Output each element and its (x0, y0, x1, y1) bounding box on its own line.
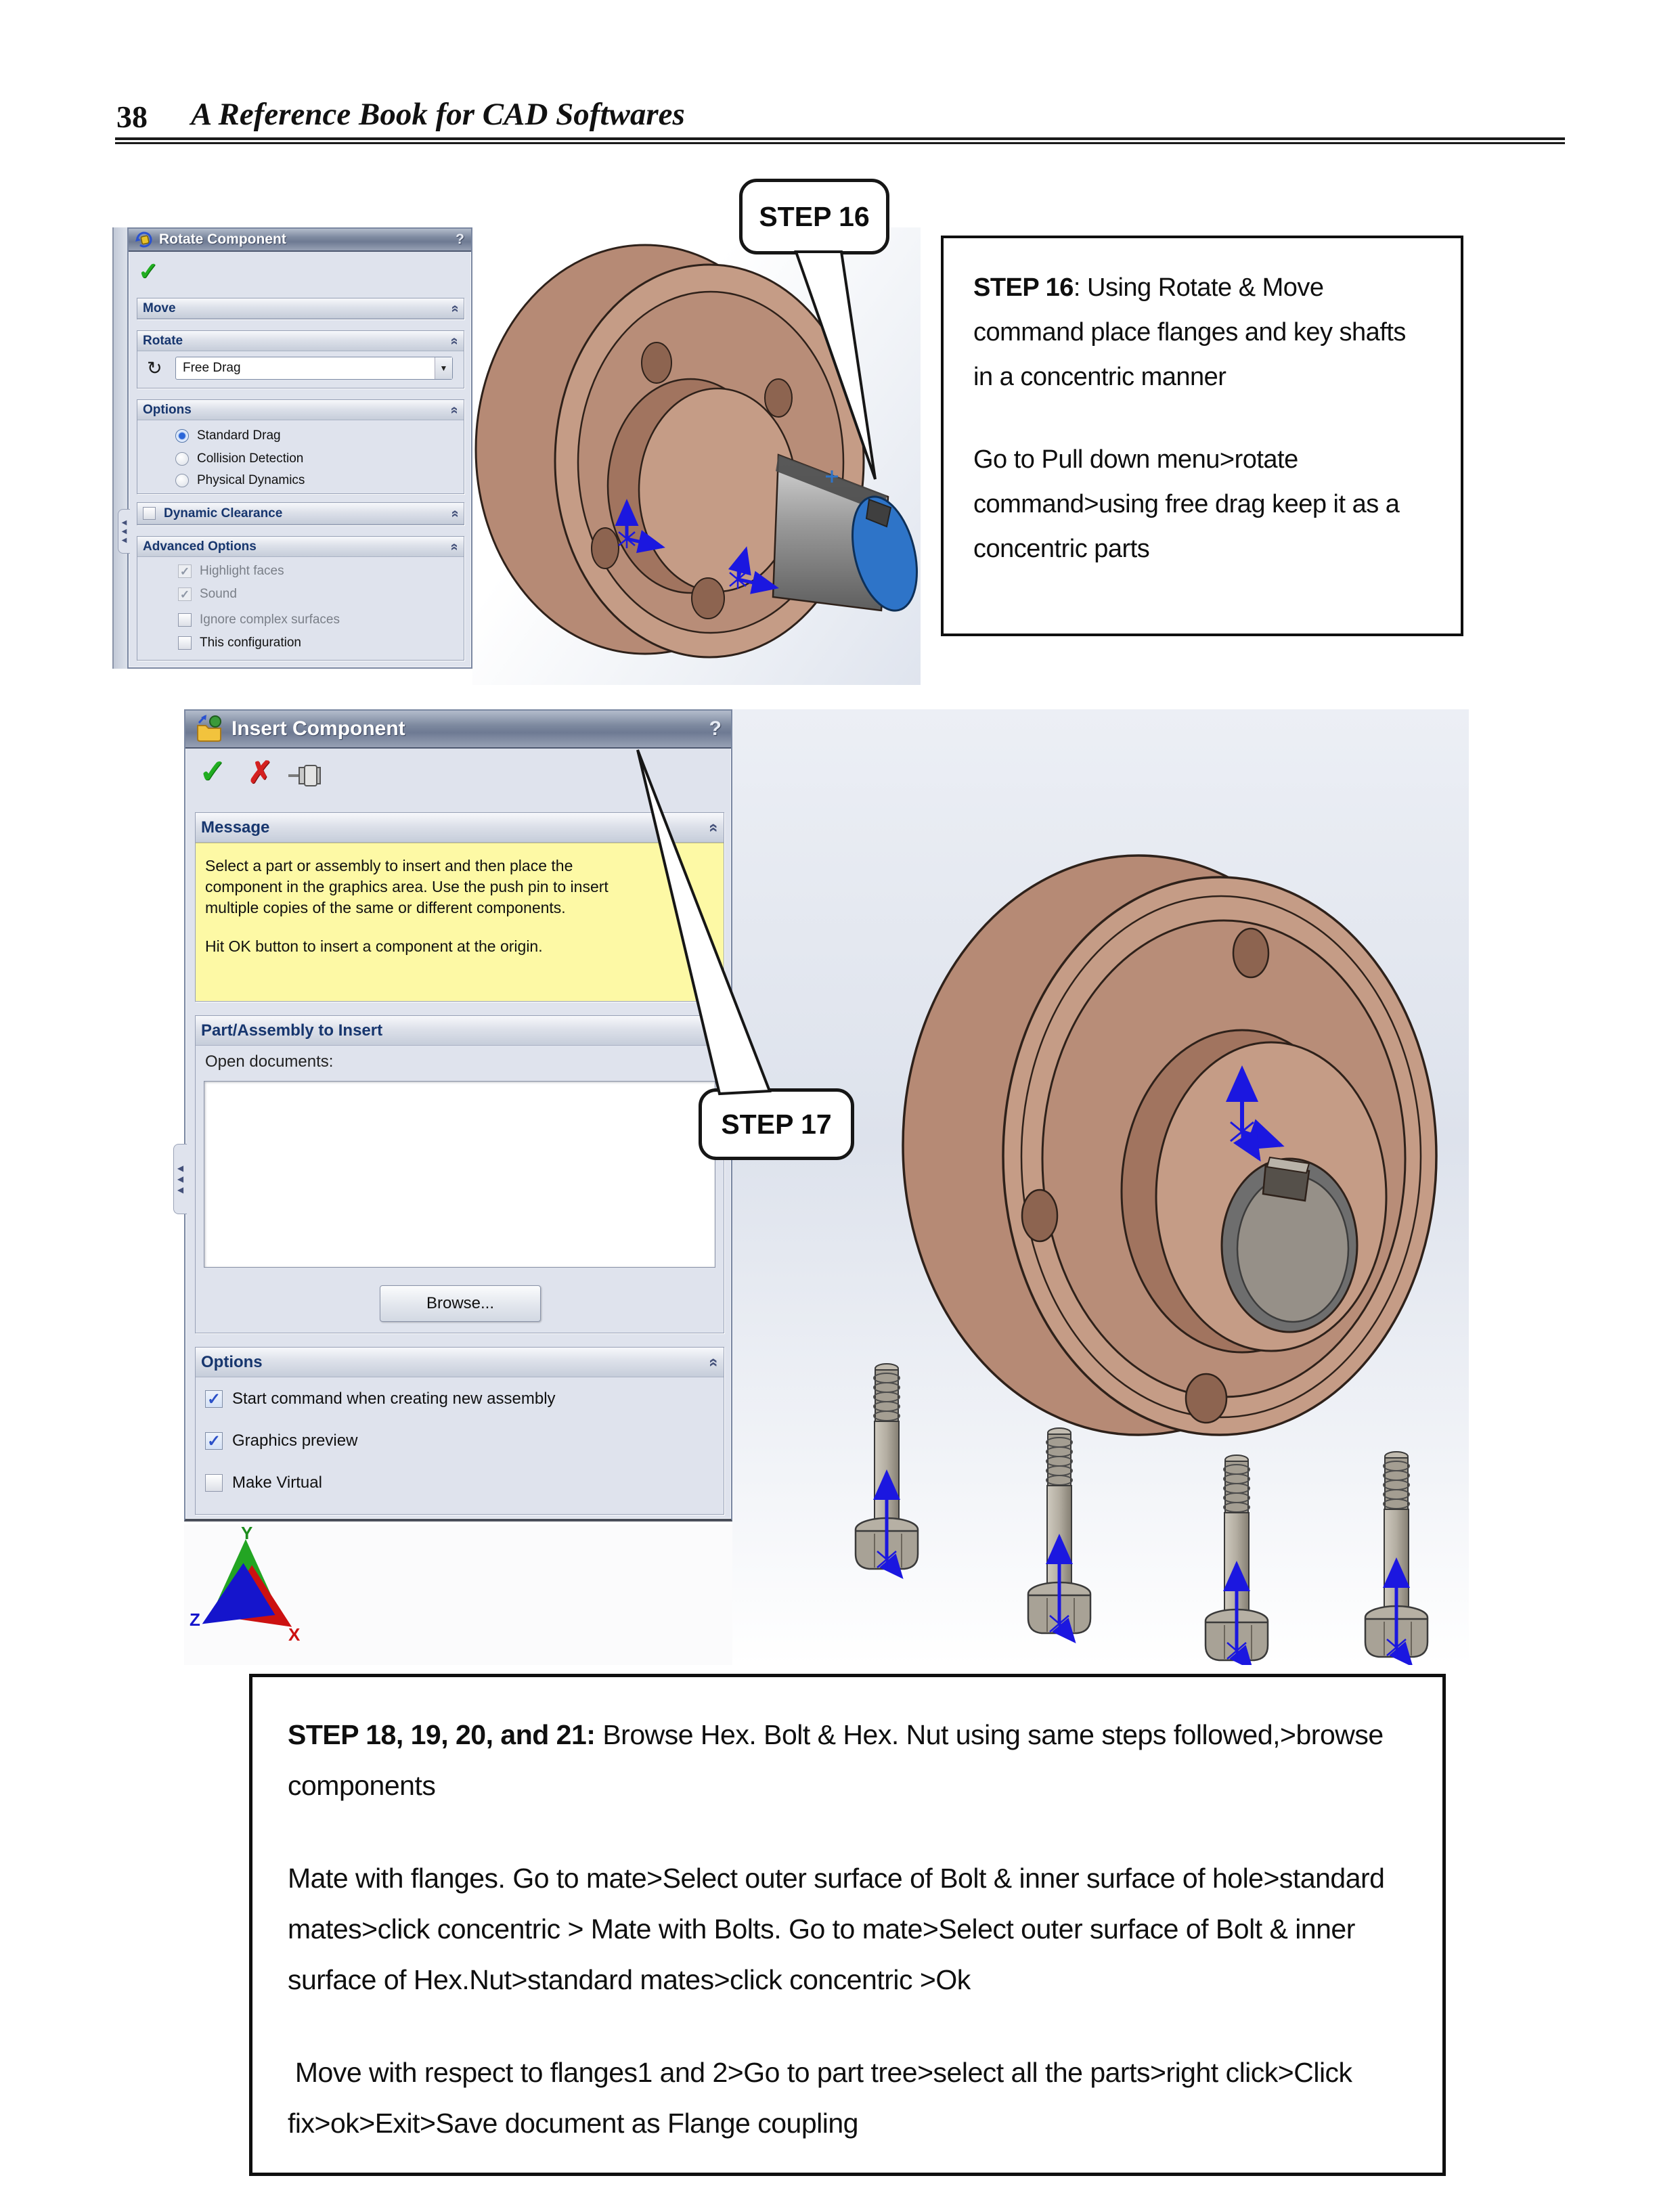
bolt-hole (692, 578, 724, 619)
x-axis-label: X (288, 1624, 301, 1645)
free-rotate-icon: ↻ (147, 358, 162, 378)
options-section-label: Options (143, 402, 192, 417)
check-sound[interactable]: ✓ Sound (178, 587, 237, 602)
advanced-options-label: Advanced Options (143, 539, 257, 554)
cancel-x-icon[interactable]: ✗ (248, 756, 273, 789)
rotate-panel-titlebar (129, 229, 471, 252)
splitter-arrow-icon: ◀ (177, 1185, 184, 1195)
chevron-down-icon[interactable]: » (447, 304, 462, 313)
check-make-virtual[interactable]: Make Virtual (205, 1473, 322, 1492)
rotate-section (137, 330, 464, 388)
step16-callout-tail (731, 175, 948, 486)
help-icon[interactable]: ? (456, 231, 464, 247)
step17-callout-tail (609, 734, 799, 1113)
check-highlight-faces[interactable]: ✓ Highlight faces (178, 564, 284, 579)
panel-splitter-handle[interactable] (118, 509, 130, 554)
step16-note-text2: Go to Pull down menu>rotate command>using free drag keep it as a concentric parts (973, 445, 1400, 563)
dynamic-clearance-label: Dynamic Clearance (164, 506, 283, 520)
splitter-arrow-icon: ◀ (121, 536, 127, 544)
hex-bolt (856, 1364, 918, 1577)
check-graphics-preview[interactable]: ✓ Graphics preview (205, 1431, 357, 1450)
open-documents-label: Open documents: (205, 1052, 334, 1071)
chevron-up-icon[interactable]: « (447, 336, 462, 345)
splitter-arrow-icon: ◀ (121, 527, 127, 535)
checkbox-checked-icon[interactable]: ✓ (178, 564, 192, 578)
checkbox-checked-icon[interactable]: ✓ (178, 587, 192, 601)
checkbox-icon[interactable] (178, 613, 192, 627)
chevron-up-icon[interactable]: « (447, 542, 462, 551)
check-start-command[interactable]: ✓ Start command when creating new assembly (205, 1390, 556, 1408)
radio-physical-dynamics[interactable]: Physical Dynamics (175, 473, 305, 488)
chevron-up-icon[interactable]: « (447, 405, 462, 414)
chevron-up-icon[interactable]: « (705, 822, 724, 832)
message-text: Select a part or assembly to insert and then place the component in the graphics area. Use the push pin to insert multiple copies of the same or different components. Hit OK button to insert a component at the origin. (196, 843, 724, 1001)
radio-icon[interactable] (175, 474, 189, 487)
steps18-note-text2: Mate with flanges. Go to mate>Select outer surface of Bolt & inner surface of hole>standard mates>click concentric > Mate with Bolts. Go to mate>Select outer surface of Bolt & inner surface of Hex.Nut>standard mates>click concentric >Ok (288, 1863, 1385, 1995)
z-axis-arrow (213, 1597, 246, 1618)
rotate-mode-dropdown[interactable] (175, 357, 453, 380)
check-ignore-complex-surfaces[interactable]: Ignore complex surfaces (178, 613, 340, 627)
move-section[interactable] (137, 298, 464, 319)
steps18-21-note-box (249, 1674, 1446, 2176)
hex-bolt (1028, 1428, 1090, 1641)
splitter-arrow-icon: ◀ (121, 518, 127, 527)
bolt-hole (1022, 1190, 1057, 1241)
checkbox-icon[interactable] (205, 1474, 223, 1492)
rotate-mode-value: Free Drag (183, 361, 241, 375)
origin-triad (188, 1524, 310, 1649)
bolt-hole (642, 342, 671, 383)
insert-panel-title: Insert Component (231, 717, 405, 740)
radio-icon[interactable] (175, 452, 189, 466)
header-rule (115, 137, 1565, 144)
options-section (137, 399, 464, 494)
pushpin-icon[interactable] (287, 762, 322, 789)
hex-bolt (1206, 1455, 1268, 1665)
browse-button[interactable]: Browse... (380, 1285, 541, 1322)
hex-bolt (1365, 1452, 1428, 1665)
book-title: A Reference Book for CAD Softwares (191, 97, 685, 132)
radio-standard-drag[interactable]: Standard Drag (175, 428, 281, 443)
chevron-up-icon[interactable]: « (705, 1357, 724, 1367)
advanced-options-section (137, 536, 464, 661)
radio-collision-detection[interactable]: Collision Detection (175, 451, 303, 466)
dynamic-clearance-section[interactable] (137, 502, 464, 525)
splitter-arrow-icon: ◀ (177, 1174, 184, 1184)
step16-note-text: STEP 16: Using Rotate & Move command place flanges and key shafts in a concentric manner (973, 273, 1406, 391)
help-icon[interactable]: ? (709, 717, 722, 740)
message-section-label: Message (201, 818, 270, 837)
steps18-note-heading: STEP 18, 19, 20, and 21: (288, 1719, 596, 1750)
dropdown-arrow-icon[interactable]: ▼ (435, 357, 452, 379)
step16-note-box (941, 236, 1463, 636)
check-this-configuration[interactable]: This configuration (178, 636, 301, 650)
move-section-label: Move (143, 301, 176, 315)
rotate-component-panel (121, 227, 472, 669)
ok-check-icon[interactable]: ✓ (199, 754, 227, 790)
y-axis-label: Y (241, 1524, 253, 1543)
checkbox-checked-icon[interactable]: ✓ (205, 1432, 223, 1450)
steps18-note-text1: STEP 18, 19, 20, and 21: Browse Hex. Bolt & Hex. Nut using same steps followed,>browse components (288, 1719, 1384, 1801)
checkbox-icon[interactable] (178, 636, 192, 650)
step16-note-heading: STEP 16 (973, 273, 1074, 302)
z-axis-label: Z (190, 1609, 200, 1630)
app-edge-strip (112, 227, 127, 669)
rotate-panel-title: Rotate Component (159, 231, 286, 247)
radio-selected-icon[interactable] (175, 429, 189, 443)
chevron-down-icon[interactable]: » (447, 509, 462, 518)
insert-options-label: Options (201, 1352, 263, 1371)
step16-callout: STEP 16 (739, 179, 889, 254)
step17-callout: STEP 17 (699, 1088, 854, 1160)
hex-bolts-render (839, 1354, 1455, 1665)
rotate-component-icon (135, 231, 154, 249)
bolt-hole (1233, 929, 1268, 977)
page-number: 38 (116, 99, 148, 134)
insert-component-icon (195, 713, 226, 745)
bolt-hole (592, 528, 619, 569)
x-axis-arrow (246, 1597, 282, 1620)
insert-options-section (195, 1347, 724, 1515)
splitter-arrow-icon: ◀ (177, 1163, 184, 1173)
rotate-section-label: Rotate (143, 333, 183, 348)
steps18-note-text3: Move with respect to flanges1 and 2>Go to part tree>select all the parts>right click>Click fix>ok>Exit>Save document as Flange coupling (288, 2057, 1360, 2139)
checkbox-icon[interactable] (143, 507, 156, 520)
ok-check-icon[interactable]: ✓ (138, 257, 159, 285)
message-footer-text: Hit OK button to insert a component at the origin. (205, 937, 543, 955)
checkbox-checked-icon[interactable]: ✓ (205, 1390, 223, 1408)
part-assembly-label: Part/Assembly to Insert (201, 1021, 383, 1040)
panel-splitter-handle[interactable] (173, 1144, 187, 1214)
